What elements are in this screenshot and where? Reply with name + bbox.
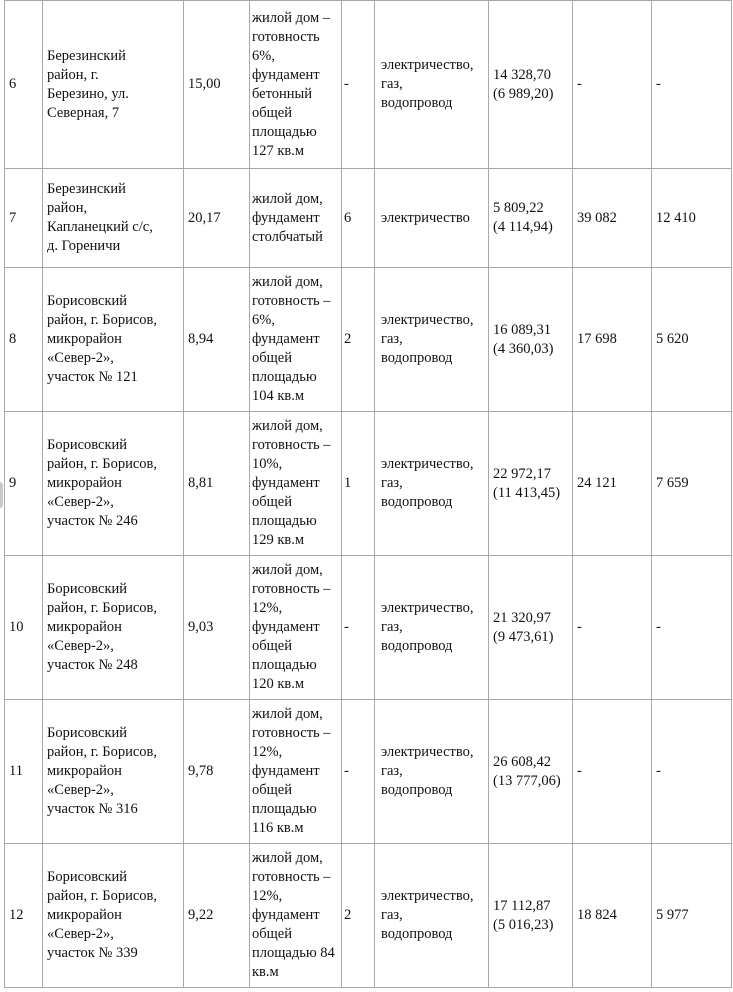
- cell-area: 9,78: [184, 700, 250, 844]
- table-row: [5, 412, 732, 556]
- cell-col5: 2: [342, 268, 375, 412]
- cell-object: жилой дом, готовность – 12%, фундамент общей площадью 120 кв.м: [250, 556, 342, 700]
- cell-value: 17 112,87 (5 016,23): [489, 844, 573, 988]
- cell-col9: 7 659: [652, 412, 732, 556]
- cell-value: 16 089,31 (4 360,03): [489, 268, 573, 412]
- cell-col5: 2: [342, 844, 375, 988]
- cell-area: 8,94: [184, 268, 250, 412]
- cell-number: 9: [5, 412, 43, 556]
- cell-col5: 6: [342, 169, 375, 268]
- cell-col9: 5 620: [652, 268, 732, 412]
- cell-utilities: электричество, газ, водопровод: [375, 700, 489, 844]
- cell-col9: -: [652, 700, 732, 844]
- cell-value: 21 320,97 (9 473,61): [489, 556, 573, 700]
- cell-utilities: электричество, газ, водопровод: [375, 556, 489, 700]
- cell-location: Борисовский район, г. Борисов, микрорайон «Север-2», участок № 339: [43, 844, 184, 988]
- cell-location: Березинский район, г. Березино, ул. Северная, 7: [43, 1, 184, 169]
- cell-area: 9,22: [184, 844, 250, 988]
- cell-number: 6: [5, 1, 43, 169]
- cell-col8: 17 698: [573, 268, 652, 412]
- cell-col9: -: [652, 556, 732, 700]
- cell-col8: 24 121: [573, 412, 652, 556]
- table-row: [5, 700, 732, 844]
- cell-col8: -: [573, 556, 652, 700]
- cell-number: 12: [5, 844, 43, 988]
- cell-location: Борисовский район, г. Борисов, микрорайон «Север-2», участок № 121: [43, 268, 184, 412]
- cell-area: 15,00: [184, 1, 250, 169]
- cell-number: 11: [5, 700, 43, 844]
- cell-col9: 5 977: [652, 844, 732, 988]
- cell-number: 7: [5, 169, 43, 268]
- cell-col5: -: [342, 556, 375, 700]
- table-row: [5, 268, 732, 412]
- cell-col5: -: [342, 700, 375, 844]
- cell-object: жилой дом, готовность – 10%, фундамент общей площадью 129 кв.м: [250, 412, 342, 556]
- cell-utilities: электричество, газ, водопровод: [375, 268, 489, 412]
- cell-col8: -: [573, 700, 652, 844]
- cell-col5: -: [342, 1, 375, 169]
- table-row: [5, 1, 732, 169]
- cell-object: жилой дом, готовность – 12%, фундамент общей площадью 116 кв.м: [250, 700, 342, 844]
- cell-value: 26 608,42 (13 777,06): [489, 700, 573, 844]
- table-row: [5, 556, 732, 700]
- page-edge-marker: [0, 482, 3, 508]
- cell-col8: -: [573, 1, 652, 169]
- cell-area: 8,81: [184, 412, 250, 556]
- cell-col9: -: [652, 1, 732, 169]
- cell-col5: 1: [342, 412, 375, 556]
- cell-number: 8: [5, 268, 43, 412]
- cell-utilities: электричество, газ, водопровод: [375, 1, 489, 169]
- cell-value: 5 809,22 (4 114,94): [489, 169, 573, 268]
- cell-object: жилой дом – готовность 6%, фундамент бетонный общей площадью 127 кв.м: [250, 1, 342, 169]
- cell-col8: 39 082: [573, 169, 652, 268]
- cell-location: Борисовский район, г. Борисов, микрорайон «Север-2», участок № 248: [43, 556, 184, 700]
- cell-utilities: электричество: [375, 169, 489, 268]
- cell-location: Борисовский район, г. Борисов, микрорайон «Север-2», участок № 316: [43, 700, 184, 844]
- cell-col8: 18 824: [573, 844, 652, 988]
- cell-utilities: электричество, газ, водопровод: [375, 412, 489, 556]
- cell-utilities: электричество, газ, водопровод: [375, 844, 489, 988]
- cell-object: жилой дом, готовность – 12%, фундамент общей площадью 84 кв.м: [250, 844, 342, 988]
- cell-col9: 12 410: [652, 169, 732, 268]
- cell-location: Борисовский район, г. Борисов, микрорайон «Север-2», участок № 246: [43, 412, 184, 556]
- cell-area: 9,03: [184, 556, 250, 700]
- cell-area: 20,17: [184, 169, 250, 268]
- cell-value: 22 972,17 (11 413,45): [489, 412, 573, 556]
- cell-number: 10: [5, 556, 43, 700]
- cell-value: 14 328,70 (6 989,20): [489, 1, 573, 169]
- table-row: [5, 844, 732, 988]
- cell-object: жилой дом, готовность – 6%, фундамент общей площадью 104 кв.м: [250, 268, 342, 412]
- cell-object: жилой дом, фундамент столбчатый: [250, 169, 342, 268]
- table-row: [5, 169, 732, 268]
- land-plots-table: [4, 0, 732, 988]
- cell-location: Березинский район, Капланецкий с/с, д. Горeничи: [43, 169, 184, 268]
